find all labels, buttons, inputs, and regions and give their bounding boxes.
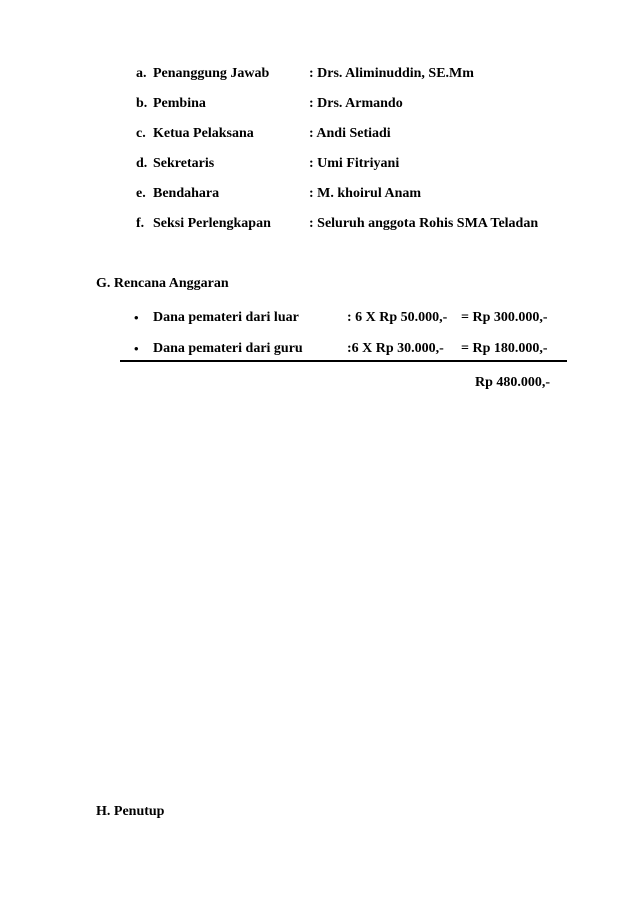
committee-role: Sekretaris [153,156,215,171]
budget-item-label: Dana pemateri dari guru [153,341,303,356]
list-letter: b. [136,96,148,111]
bullet-icon: • [134,310,139,325]
committee-person: : Seluruh anggota Rohis SMA Teladan [309,216,539,231]
committee-person: : Drs. Armando [309,96,403,111]
list-letter: e. [136,186,146,201]
budget-item-calc: :6 X Rp 30.000,- [347,341,444,356]
committee-role: Pembina [153,96,206,111]
committee-role: Bendahara [153,186,220,201]
budget-item-result: = Rp 180.000,- [461,341,548,356]
budget-item-label: Dana pemateri dari luar [153,310,299,325]
committee-role: Seksi Perlengkapan [153,216,271,231]
closing-heading: H. Penutup [96,804,165,819]
committee-person: : Umi Fitriyani [309,156,400,171]
committee-person: : M. khoirul Anam [309,186,422,201]
budget-item-result: = Rp 300.000,- [461,310,548,325]
committee-person: : Andi Setiadi [309,126,391,141]
committee-role: Ketua Pelaksana [153,126,254,141]
list-letter: a. [136,66,147,81]
sum-divider [120,360,567,362]
budget-heading: G. Rencana Anggaran [96,276,229,291]
bullet-icon: • [134,341,139,356]
list-letter: c. [136,126,146,141]
committee-person: : Drs. Aliminuddin, SE.Mm [309,66,474,81]
budget-total: Rp 480.000,- [475,375,551,390]
list-letter: f. [136,216,145,231]
committee-role: Penanggung Jawab [153,66,270,81]
budget-item-calc: : 6 X Rp 50.000,- [347,310,448,325]
list-letter: d. [136,156,148,171]
